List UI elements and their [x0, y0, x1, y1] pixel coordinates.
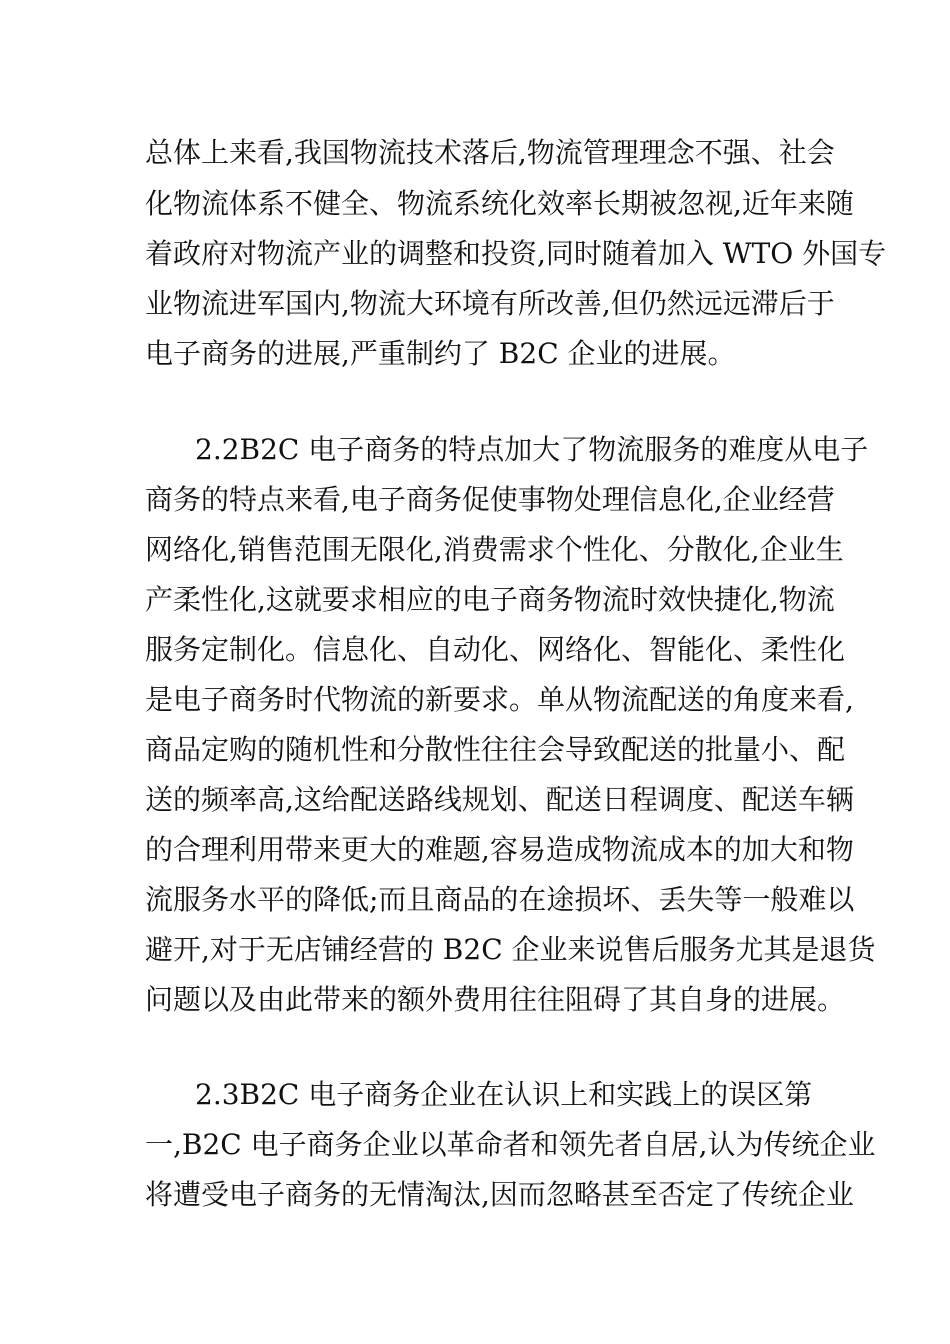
paragraph-2-line-10: 流服务水平的降低;而且商品的在途损坏、丢失等一般难以 [145, 883, 855, 916]
paragraph-2-line-2: 商务的特点来看,电子商务促使事物处理信息化,企业经营 [145, 483, 835, 516]
paragraph-1-line-5: 电子商务的进展,严重制约了 B2C 企业的进展。 [145, 337, 736, 370]
paragraph-1-line-2: 化物流体系不健全、物流系统化效率长期被忽视,近年来随 [145, 187, 854, 220]
paragraph-2-line-6: 是电子商务时代物流的新要求。单从物流配送的角度来看, [145, 683, 854, 716]
paragraph-2-line-5: 服务定制化。信息化、自动化、网络化、智能化、柔性化 [145, 633, 846, 666]
paragraph-2-line-8: 送的频率高,这给配送路线规划、配送日程调度、配送车辆 [145, 783, 854, 816]
paragraph-2-line-7: 商品定购的随机性和分散性往往会导致配送的批量小、配 [145, 733, 846, 766]
paragraph-1-line-3: 着政府对物流产业的调整和投资,同时随着加入 WTO 外国专 [145, 237, 887, 270]
paragraph-2-line-9: 的合理利用带来更大的难题,容易造成物流成本的加大和物 [145, 833, 854, 866]
paragraph-2-line-12: 问题以及由此带来的额外费用往往阻碍了其自身的进展。 [145, 983, 846, 1016]
paragraph-2-line-11: 避开,对于无店铺经营的 B2C 企业来说售后服务尤其是退货 [145, 933, 876, 966]
paragraph-3-line-2: 一,B2C 电子商务企业以革命者和领先者自居,认为传统企业 [145, 1128, 876, 1161]
paragraph-3-line-3: 将遭受电子商务的无情淘汰,因而忽略甚至否定了传统企业 [145, 1178, 854, 1211]
paragraph-3-line-1: 2.3B2C 电子商务企业在认识上和实践上的误区第 [195, 1078, 813, 1111]
paragraph-1-line-4: 业物流进军国内,物流大环境有所改善,但仍然远远滞后于 [145, 287, 835, 320]
paragraph-1-line-1: 总体上来看,我国物流技术落后,物流管理理念不强、社会 [145, 136, 835, 169]
paragraph-2-line-4: 产柔性化,这就要求相应的电子商务物流时效快捷化,物流 [145, 583, 835, 616]
paragraph-2-line-3: 网络化,销售范围无限化,消费需求个性化、分散化,企业生 [145, 533, 844, 566]
paragraph-2-line-1: 2.2B2C 电子商务的特点加大了物流服务的难度从电子 [195, 433, 869, 466]
